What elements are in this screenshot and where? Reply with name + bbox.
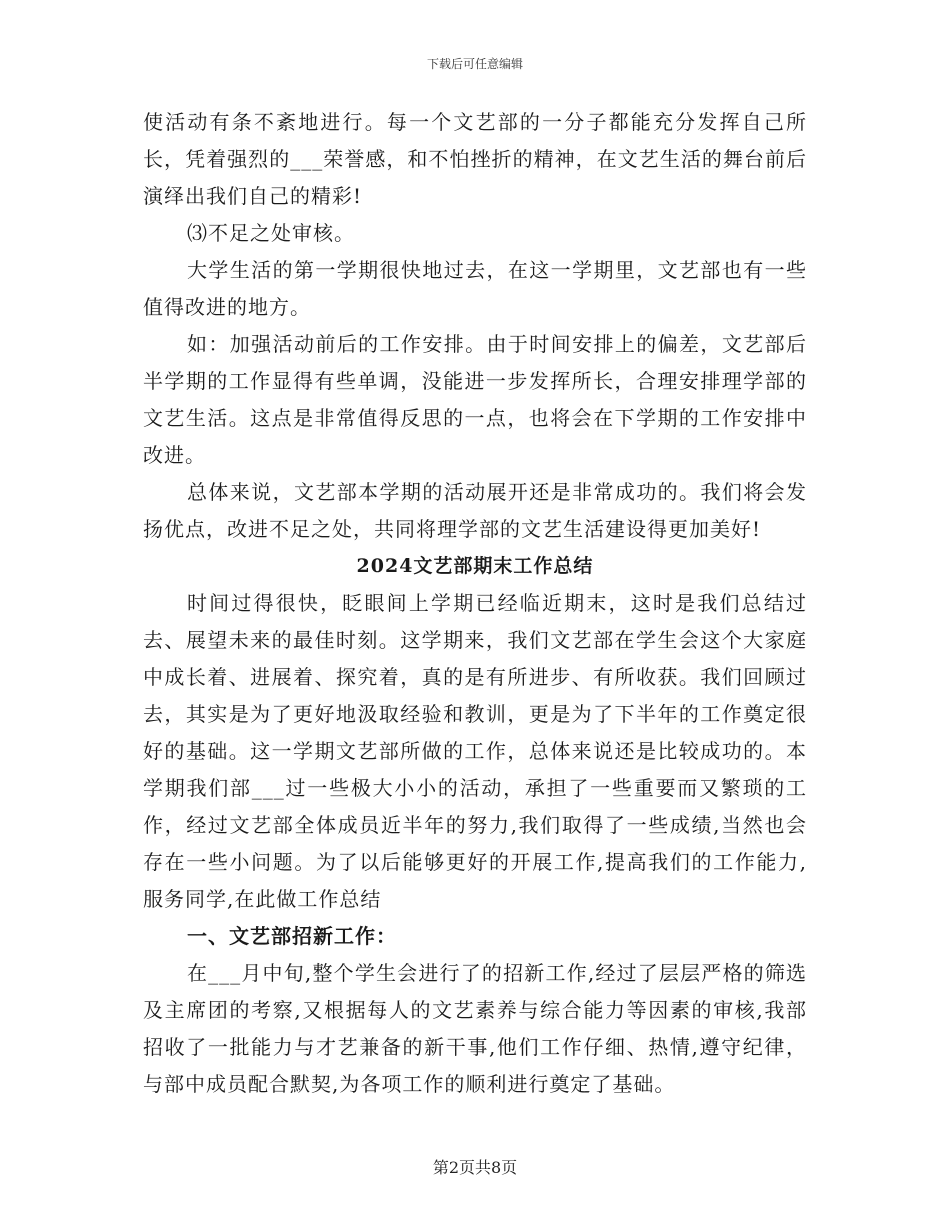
section-heading: 一、文艺部招新工作： (187, 924, 397, 948)
paragraph: 大学生活的第一学期很快地过去，在这一学期里，文艺部也有一些值得改进的地方。 (143, 258, 807, 319)
paragraph: 在___月中旬,整个学生会进行了的招新工作,经过了层层严格的筛选及主席团的考察,又根据每人的文艺素养与综合能力等因素的审核,我部招收了一批能力与才艺兼备的新干事,他们工作仔细、热情,遵守纪律，与部中成员配合默契,为各项工作的顺利进行奠定了基础。 (143, 961, 807, 1096)
document-title: 2024文艺部期末工作总结 (356, 555, 594, 577)
paragraph: 使活动有条不紊地进行。每一个文艺部的一分子都能充分发挥自己所长，凭着强烈的___荣誉感，和不怕挫折的精神，在文艺生活的舞台前后演绎出我们自己的精彩! (143, 110, 807, 208)
page-footer: 第2页共8页 (432, 1158, 518, 1177)
paragraph: ⑶不足之处审核。 (187, 221, 355, 245)
paragraph: 时间过得很快，眨眼间上学期已经临近期末，这时是我们总结过去、展望未来的最佳时刻。这学期来，我们文艺部在学生会这个大家庭中成长着、进展着、探究着，真的是有所进步、有所收获。我们回顾过去，其实是为了更好地汲取经验和教训，更是为了下半年的工作奠定很好的基础。这一学期文艺部所做的工作，总体来说还是比较成功的。本学期我们部___过一些极大小小的活动，承担了一些重要而又繁琐的工作，经过文艺部全体成员近半年的努力,我们取得了一些成绩,当然也会存在一些小问题。为了以后能够更好的开展工作,提高我们的工作能力,服务同学,在此做工作总结 (143, 591, 807, 911)
paragraph: 如：加强活动前后的工作安排。由于时间安排上的偏差，文艺部后半学期的工作显得有些单调，没能进一步发挥所长，合理安排理学部的文艺生活。这点是非常值得反思的一点，也将会在下学期的工作安排中改进。 (143, 332, 807, 467)
paragraph: 总体来说，文艺部本学期的活动展开还是非常成功的。我们将会发扬优点，改进不足之处，共同将理学部的文艺生活建设得更加美好! (143, 480, 807, 541)
page-header: 下载后可任意编辑 (426, 57, 523, 71)
document-body (143, 104, 807, 1103)
